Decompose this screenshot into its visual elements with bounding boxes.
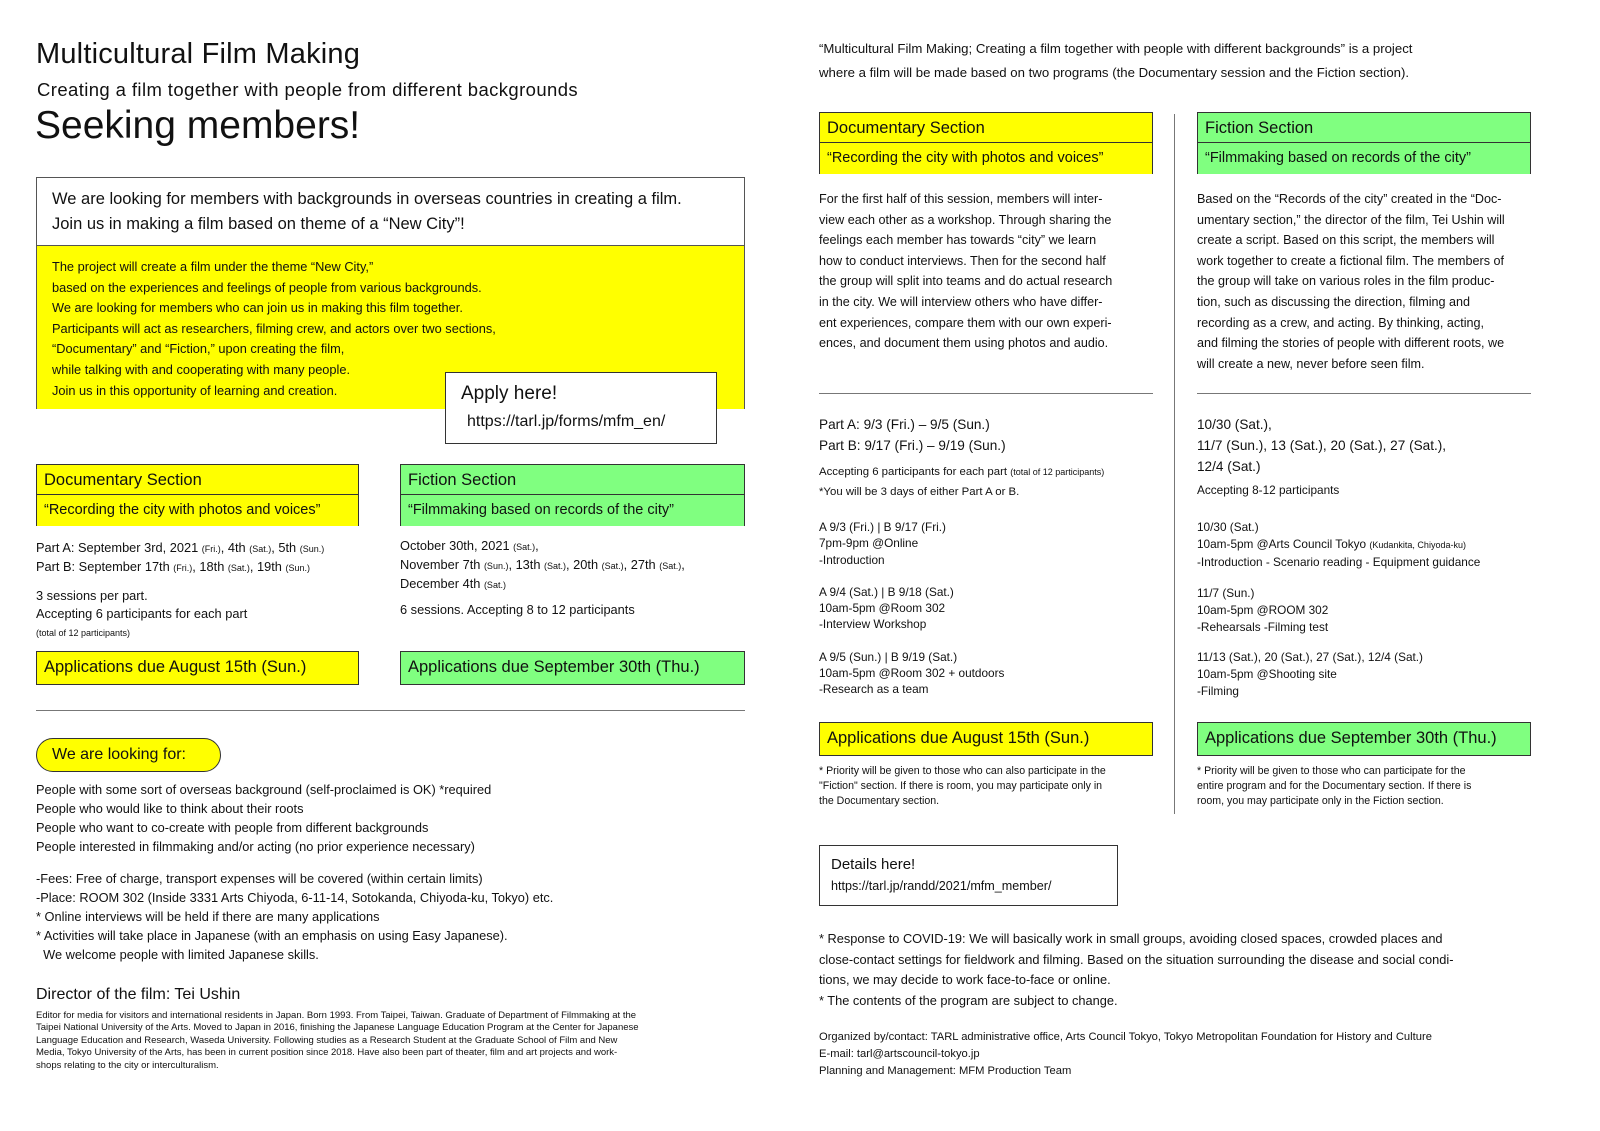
- documentary-section-box: [36, 464, 359, 526]
- schedule-date: A 9/3 (Fri.) | B 9/17 (Fri.): [819, 520, 946, 534]
- schedule-date: 11/13 (Sat.), 20 (Sat.), 27 (Sat.), 12/4 (Sat.): [1197, 650, 1423, 665]
- date-text: December 4th: [400, 576, 484, 591]
- fiction-note: [1197, 764, 1471, 809]
- fiction-title: Fiction Section: [1198, 113, 1530, 143]
- date-text: , 5th: [271, 540, 300, 555]
- page-title: Multicultural Film Making: [36, 38, 361, 70]
- day-label: (Fri.): [173, 563, 193, 573]
- intro-body-line: while talking with and cooperating with many people.: [52, 361, 351, 377]
- fiction-subtitle: “Filmmaking based on records of the city”: [1198, 143, 1530, 174]
- day-label: (Sat.): [513, 542, 536, 552]
- intro-body-line: We are looking for members who can join us in making this film together.: [52, 300, 463, 316]
- fiction-accept: Accepting 8-12 participants: [1197, 483, 1340, 497]
- info-item: * Online interviews will be held if there are many applications: [36, 909, 380, 924]
- day-label: (Fri.): [201, 544, 221, 554]
- organizer: Organized by/contact: TARL administrative office, Arts Council Tokyo, Tokyo Metropolitan Foundation for History and Culture: [819, 1031, 1432, 1043]
- accept-line: [819, 462, 1104, 482]
- schedule-time: 10am-5pm @Shooting site: [1197, 667, 1337, 682]
- time-small: (Kudankita, Chiyoda-ku): [1369, 539, 1466, 550]
- date-text: , 19th: [249, 559, 286, 574]
- intro-lead-line: We are looking for members with backgrounds in overseas countries in creating a film.: [52, 190, 682, 208]
- desc-line: Based on the “Records of the city” created in the “Doc-: [1197, 192, 1502, 206]
- info-item: * Activities will take place in Japanese (with an emphasis on using Easy Japanese).: [36, 928, 508, 943]
- date-text: Part A: September 3rd, 2021: [36, 540, 202, 555]
- documentary-subtitle: “Recording the city with photos and voices”: [820, 143, 1152, 174]
- fiction-sessions: 6 sessions. Accepting 8 to 12 participants: [400, 602, 635, 617]
- documentary-title: Documentary Section: [820, 113, 1152, 143]
- documentary-note: [819, 764, 1106, 809]
- intro-lead-line: Join us in making a film based on theme of a “New City”!: [52, 215, 465, 233]
- schedule-desc: -Filming: [1197, 684, 1239, 699]
- info-item: We welcome people with limited Japanese skills.: [36, 947, 319, 962]
- documentary-title: Documentary Section: [37, 465, 358, 495]
- documentary-parts: [819, 414, 1006, 456]
- schedule-desc: -Introduction: [819, 552, 885, 567]
- bio-line: Language Education and Research, Waseda University. Following studies as a Research Student at the Graduate School of Film and New: [36, 1034, 618, 1046]
- note-line: * Priority will be given to those who can also participate in the: [819, 765, 1106, 777]
- bio-line: Taipei National University of the Arts. Moved to Japan in 2016, finishing the Japanese Language Education Program at the Center for Japanese: [36, 1022, 639, 1034]
- note-line: entire program and for the Documentary section. If there is: [1197, 780, 1472, 792]
- divider: [1197, 393, 1531, 394]
- note-line: the Documentary section.: [819, 795, 940, 807]
- divider: [36, 710, 745, 711]
- bio-line: Editor for media for visitors and international residents in Japan. Born 1993. From Taipei, Taiwan. Graduate of Department of Filmmaking at the: [36, 1010, 637, 1021]
- part-line: Part A: 9/3 (Fri.) – 9/5 (Sun.): [819, 417, 990, 432]
- date-line: 10/30 (Sat.),: [1197, 417, 1272, 432]
- desc-line: feelings each member has towards “city” we learn: [819, 233, 1097, 248]
- schedule-time: 10am-5pm @Room 302 + outdoors: [819, 666, 1005, 681]
- schedule-item: [819, 519, 1004, 568]
- apply-title: Apply here!: [461, 383, 558, 404]
- desc-line: and filming the stories of people with different roots, we: [1197, 336, 1505, 351]
- fiction-section-box: [1197, 112, 1531, 174]
- desc-line: For the first half of this session, members will inter-: [819, 192, 1103, 206]
- desc-line: will create a new, never before seen film.: [1197, 356, 1425, 371]
- details-title: Details here!: [831, 856, 916, 873]
- column-divider: [1174, 114, 1175, 814]
- desc-line: in the city. We will interview others who have differ-: [819, 294, 1103, 309]
- note-line: room, you may participate only in the Fiction section.: [1197, 795, 1444, 807]
- date-line: [36, 558, 324, 577]
- list-item: People who would like to think about their roots: [36, 801, 304, 816]
- accept-text: Accepting 6 participants for each part: [36, 606, 248, 621]
- intro-lead: [37, 178, 744, 246]
- schedule-time: 10am-5pm @Room 302: [819, 601, 946, 616]
- accept-main: Accepting 6 participants for each part: [819, 466, 1011, 478]
- list-item: People with some sort of overseas background (self-proclaimed is OK) *required: [36, 782, 492, 797]
- day-label: (Sun.): [483, 561, 509, 571]
- director-bio: [36, 1010, 639, 1072]
- schedule-time: 7pm-9pm @Online: [819, 536, 919, 551]
- intro-body-line: “Documentary” and “Fiction,” upon creating the film,: [52, 341, 345, 357]
- desc-line: view each other as a workshop. Through sharing the: [819, 212, 1112, 227]
- schedule-item: [819, 584, 1004, 633]
- date-line: [400, 556, 685, 575]
- fiction-description: [1197, 189, 1505, 374]
- day-label: (Sat.): [659, 561, 682, 571]
- apply-link[interactable]: https://tarl.jp/forms/mfm_en/: [467, 413, 666, 430]
- part-line: Part B: 9/17 (Fri.) – 9/19 (Sun.): [819, 438, 1006, 453]
- fiction-title: Fiction Section: [401, 465, 744, 495]
- info-item: -Place: ROOM 302 (Inside 3331 Arts Chiyoda, 6-11-14, Sotokanda, Chiyoda-ku, Tokyo) etc.: [36, 890, 554, 905]
- documentary-subtitle: “Recording the city with photos and voices”: [37, 495, 358, 526]
- details-box[interactable]: [819, 845, 1118, 906]
- notice-line: close-contact settings for fieldwork and filming. Based on the situation surrounding the disease and social condi-: [819, 951, 1454, 967]
- documentary-dates: [36, 539, 324, 577]
- documentary-schedule: [819, 519, 1004, 698]
- fiction-dates: [400, 537, 685, 594]
- looking-for-list: [36, 780, 491, 856]
- date-text: ,: [535, 538, 539, 553]
- page-subtitle: Creating a film together with people from different backgrounds: [37, 79, 579, 100]
- schedule-date: 11/7 (Sun.): [1197, 585, 1255, 600]
- project-intro: [819, 37, 1412, 85]
- info-item: -Fees: Free of charge, transport expenses will be covered (within certain limits): [36, 871, 483, 886]
- day-label: (Sat.): [544, 561, 567, 571]
- schedule-desc: -Introduction - Scenario reading - Equipment guidance: [1197, 554, 1481, 569]
- intro-body-line: Participants will act as researchers, filming crew, and actors over two sections,: [52, 320, 496, 336]
- apply-box[interactable]: [445, 372, 717, 444]
- schedule-time: [1197, 536, 1480, 554]
- desc-line: how to conduct interviews. Then for the second half: [819, 253, 1106, 268]
- desc-line: ences, and document them using photos and audio.: [819, 336, 1109, 351]
- date-text: , 27th: [623, 557, 660, 572]
- schedule-desc: -Research as a team: [819, 682, 929, 697]
- day-label: (Sat.): [483, 580, 506, 590]
- schedule-item: [1197, 519, 1480, 571]
- fiction-dates-list: [1197, 414, 1446, 477]
- date-text: November 7th: [400, 557, 484, 572]
- day-label: (Sun.): [285, 563, 310, 573]
- documentary-deadline: Applications due August 15th (Sun.): [36, 651, 359, 685]
- intro-body-line: Join us in this opportunity of learning and creation.: [52, 382, 338, 398]
- desc-line: create a script. Based on this script, the members will: [1197, 233, 1495, 248]
- date-line: [400, 575, 685, 594]
- intro-body-line: based on the experiences and feelings of people from various backgrounds.: [52, 279, 482, 295]
- desc-line: work together to create a fictional film. The members of: [1197, 253, 1505, 268]
- divider: [819, 393, 1153, 394]
- date-text: ,: [681, 557, 685, 572]
- info-list: [36, 869, 553, 964]
- desc-line: umentary section,” the director of the film, Tei Ushin will: [1197, 212, 1505, 227]
- schedule-item: [1197, 649, 1480, 700]
- date-line: 12/4 (Sat.): [1197, 459, 1261, 474]
- accept-note: *You will be 3 days of either Part A or B.: [819, 486, 1020, 498]
- fiction-subtitle: “Filmmaking based on records of the city”: [401, 495, 744, 526]
- schedule-time: 10am-5pm @ROOM 302: [1197, 602, 1329, 617]
- fiction-section-box: [400, 464, 745, 526]
- date-text: , 13th: [508, 557, 545, 572]
- documentary-sessions: [36, 587, 247, 643]
- notice-line: * The contents of the program are subject to change.: [819, 992, 1118, 1008]
- desc-line: tion, such as discussing the direction, filming and: [1197, 294, 1471, 309]
- intro-line: where a film will be made based on two programs (the Documentary session and the Fiction section).: [819, 65, 1410, 80]
- desc-line: the group will split into teams and do actual research: [819, 274, 1113, 289]
- accept-total: (total of 12 participants): [36, 628, 131, 638]
- email[interactable]: E-mail: tarl@artscouncil-tokyo.jp: [819, 1048, 980, 1060]
- notice-line: * Response to COVID-19: We will basically work in small groups, avoiding closed spaces, crowded places and: [819, 931, 1443, 946]
- date-text: , 18th: [192, 559, 228, 574]
- documentary-accept: [819, 462, 1104, 502]
- time-text: 10am-5pm @Arts Council Tokyo: [1197, 536, 1370, 551]
- schedule-desc: -Rehearsals -Filming test: [1197, 619, 1329, 634]
- schedule-date: 10/30 (Sat.): [1197, 520, 1259, 534]
- date-text: , 4th: [220, 540, 250, 555]
- date-text: Part B: September 17th: [36, 559, 174, 574]
- schedule-desc: -Interview Workshop: [819, 617, 927, 632]
- schedule-item: [819, 649, 1004, 698]
- note-line: "Fiction" section. If there is room, you may participate only in: [819, 780, 1103, 792]
- date-text: October 30th, 2021: [400, 538, 514, 553]
- bio-line: Media, Tokyo University of the Arts, has been in current position since 2018. Have also been part of theater, film and art projects and work-: [36, 1047, 618, 1059]
- accept-small: (total of 12 participants): [1010, 467, 1105, 477]
- footer: [819, 1029, 1432, 1080]
- looking-for-label: We are looking for:: [36, 738, 221, 772]
- date-text: , 20th: [566, 557, 602, 572]
- bio-line: shops relating to the city or interculturalism.: [36, 1059, 219, 1071]
- director-title: Director of the film: Tei Ushin: [36, 986, 241, 1003]
- documentary-deadline: Applications due August 15th (Sun.): [819, 722, 1153, 756]
- schedule-date: A 9/4 (Sat.) | B 9/18 (Sat.): [819, 584, 954, 599]
- fiction-deadline: Applications due September 30th (Thu.): [400, 651, 745, 685]
- desc-line: ent experiences, compare them with our own experi-: [819, 315, 1112, 330]
- desc-line: recording as a crew, and acting. By thinking, acting,: [1197, 315, 1485, 330]
- documentary-description: [819, 189, 1112, 354]
- fiction-schedule: [1197, 519, 1480, 700]
- note-line: * Priority will be given to those who can participate for the: [1197, 765, 1466, 777]
- date-line: [36, 539, 324, 558]
- day-label: (Sat.): [249, 544, 272, 554]
- details-link[interactable]: https://tarl.jp/randd/2021/mfm_member/: [831, 879, 1052, 893]
- notice-line: tions, we may decide to work face-to-face or online.: [819, 972, 1111, 988]
- desc-line: the group will take on various roles in the film produc-: [1197, 274, 1495, 289]
- documentary-section-box: [819, 112, 1153, 174]
- intro-body-line: The project will create a film under the theme “New City,”: [52, 259, 374, 274]
- planning: Planning and Management: MFM Production Team: [819, 1065, 1072, 1077]
- list-item: People who want to co-create with people from different backgrounds: [36, 820, 429, 835]
- intro-line: “Multicultural Film Making; Creating a film together with people with different backgrounds” is a project: [819, 41, 1413, 56]
- covid-notice: [819, 929, 1454, 1011]
- headline: Seeking members!: [35, 104, 361, 147]
- day-label: (Sat.): [227, 563, 250, 573]
- list-item: People interested in filmmaking and/or acting (no prior experience necessary): [36, 839, 475, 854]
- day-label: (Sat.): [601, 561, 624, 571]
- date-line: 11/7 (Sun.), 13 (Sat.), 20 (Sat.), 27 (Sat.),: [1197, 438, 1447, 453]
- schedule-item: [1197, 585, 1480, 636]
- day-label: (Sun.): [299, 544, 325, 554]
- fiction-deadline: Applications due September 30th (Thu.): [1197, 722, 1531, 756]
- sessions-text: 3 sessions per part.: [36, 588, 148, 603]
- schedule-date: A 9/5 (Sun.) | B 9/19 (Sat.): [819, 649, 958, 664]
- date-line: [400, 537, 685, 556]
